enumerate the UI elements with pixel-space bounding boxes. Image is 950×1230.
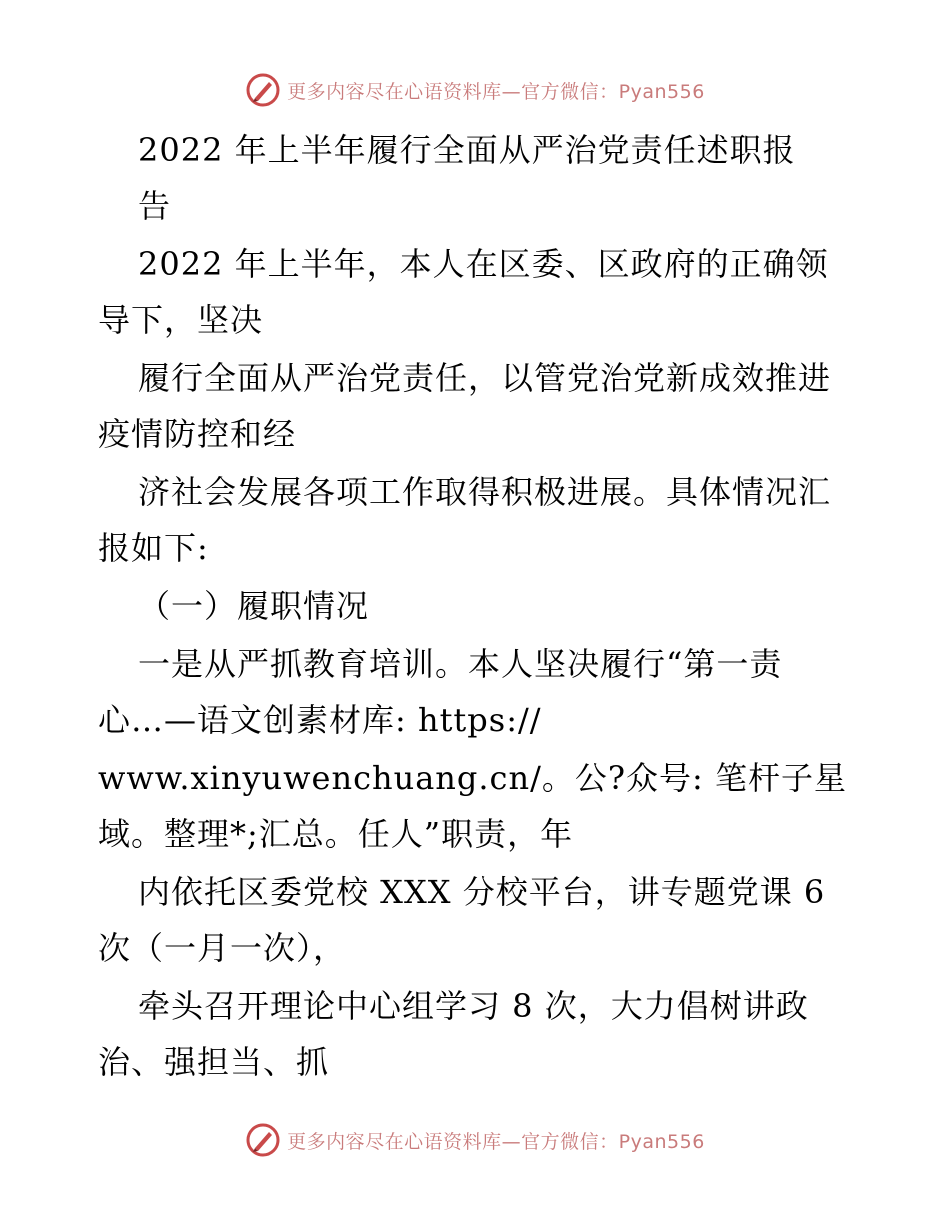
pen-logo-icon xyxy=(245,72,281,108)
footer-watermark xyxy=(0,1120,950,1160)
header-watermark xyxy=(0,70,950,110)
pen-logo-icon xyxy=(245,1122,281,1158)
doc-line: 次（一月一次）， xyxy=(98,929,347,967)
doc-line: 履行全面从严治党责任，以管党治党新成效推进 xyxy=(138,359,832,397)
doc-line: 治、强担当、抓 xyxy=(98,1043,330,1081)
doc-line: 心…—语文创素材库: https:// xyxy=(98,701,542,739)
doc-line: 2022 年上半年，本人在区委、区政府的正确领 xyxy=(138,245,829,283)
doc-line: 域。整理*;汇总。任人”职责，年 xyxy=(98,815,574,853)
doc-line: 告 xyxy=(138,187,172,225)
doc-line: 导下，坚决 xyxy=(98,301,264,339)
doc-line: 一是从严抓教育培训。本人坚决履行“第一责 xyxy=(138,645,783,683)
doc-line: 内依托区委党校 XXX 分校平台，讲专题党课 6 xyxy=(138,873,826,911)
doc-line: 报如下: xyxy=(98,529,209,567)
doc-line: www.xinyuwenchuang.cn/。公?众号: 笔杆子星 xyxy=(98,759,847,797)
watermark-text: 更多内容尽在心语资料库—官方微信：Pyan556 xyxy=(287,80,705,103)
doc-line: 2022 年上半年履行全面从严治党责任述职报 xyxy=(138,131,796,169)
doc-line: 牵头召开理论中心组学习 8 次，大力倡树讲政 xyxy=(138,987,809,1025)
doc-line: 疫情防控和经 xyxy=(98,415,297,453)
doc-line: 济社会发展各项工作取得积极进展。具体情况汇 xyxy=(138,473,832,511)
doc-line: （一）履职情况 xyxy=(138,587,370,625)
watermark-text: 更多内容尽在心语资料库—官方微信：Pyan556 xyxy=(287,1130,705,1153)
